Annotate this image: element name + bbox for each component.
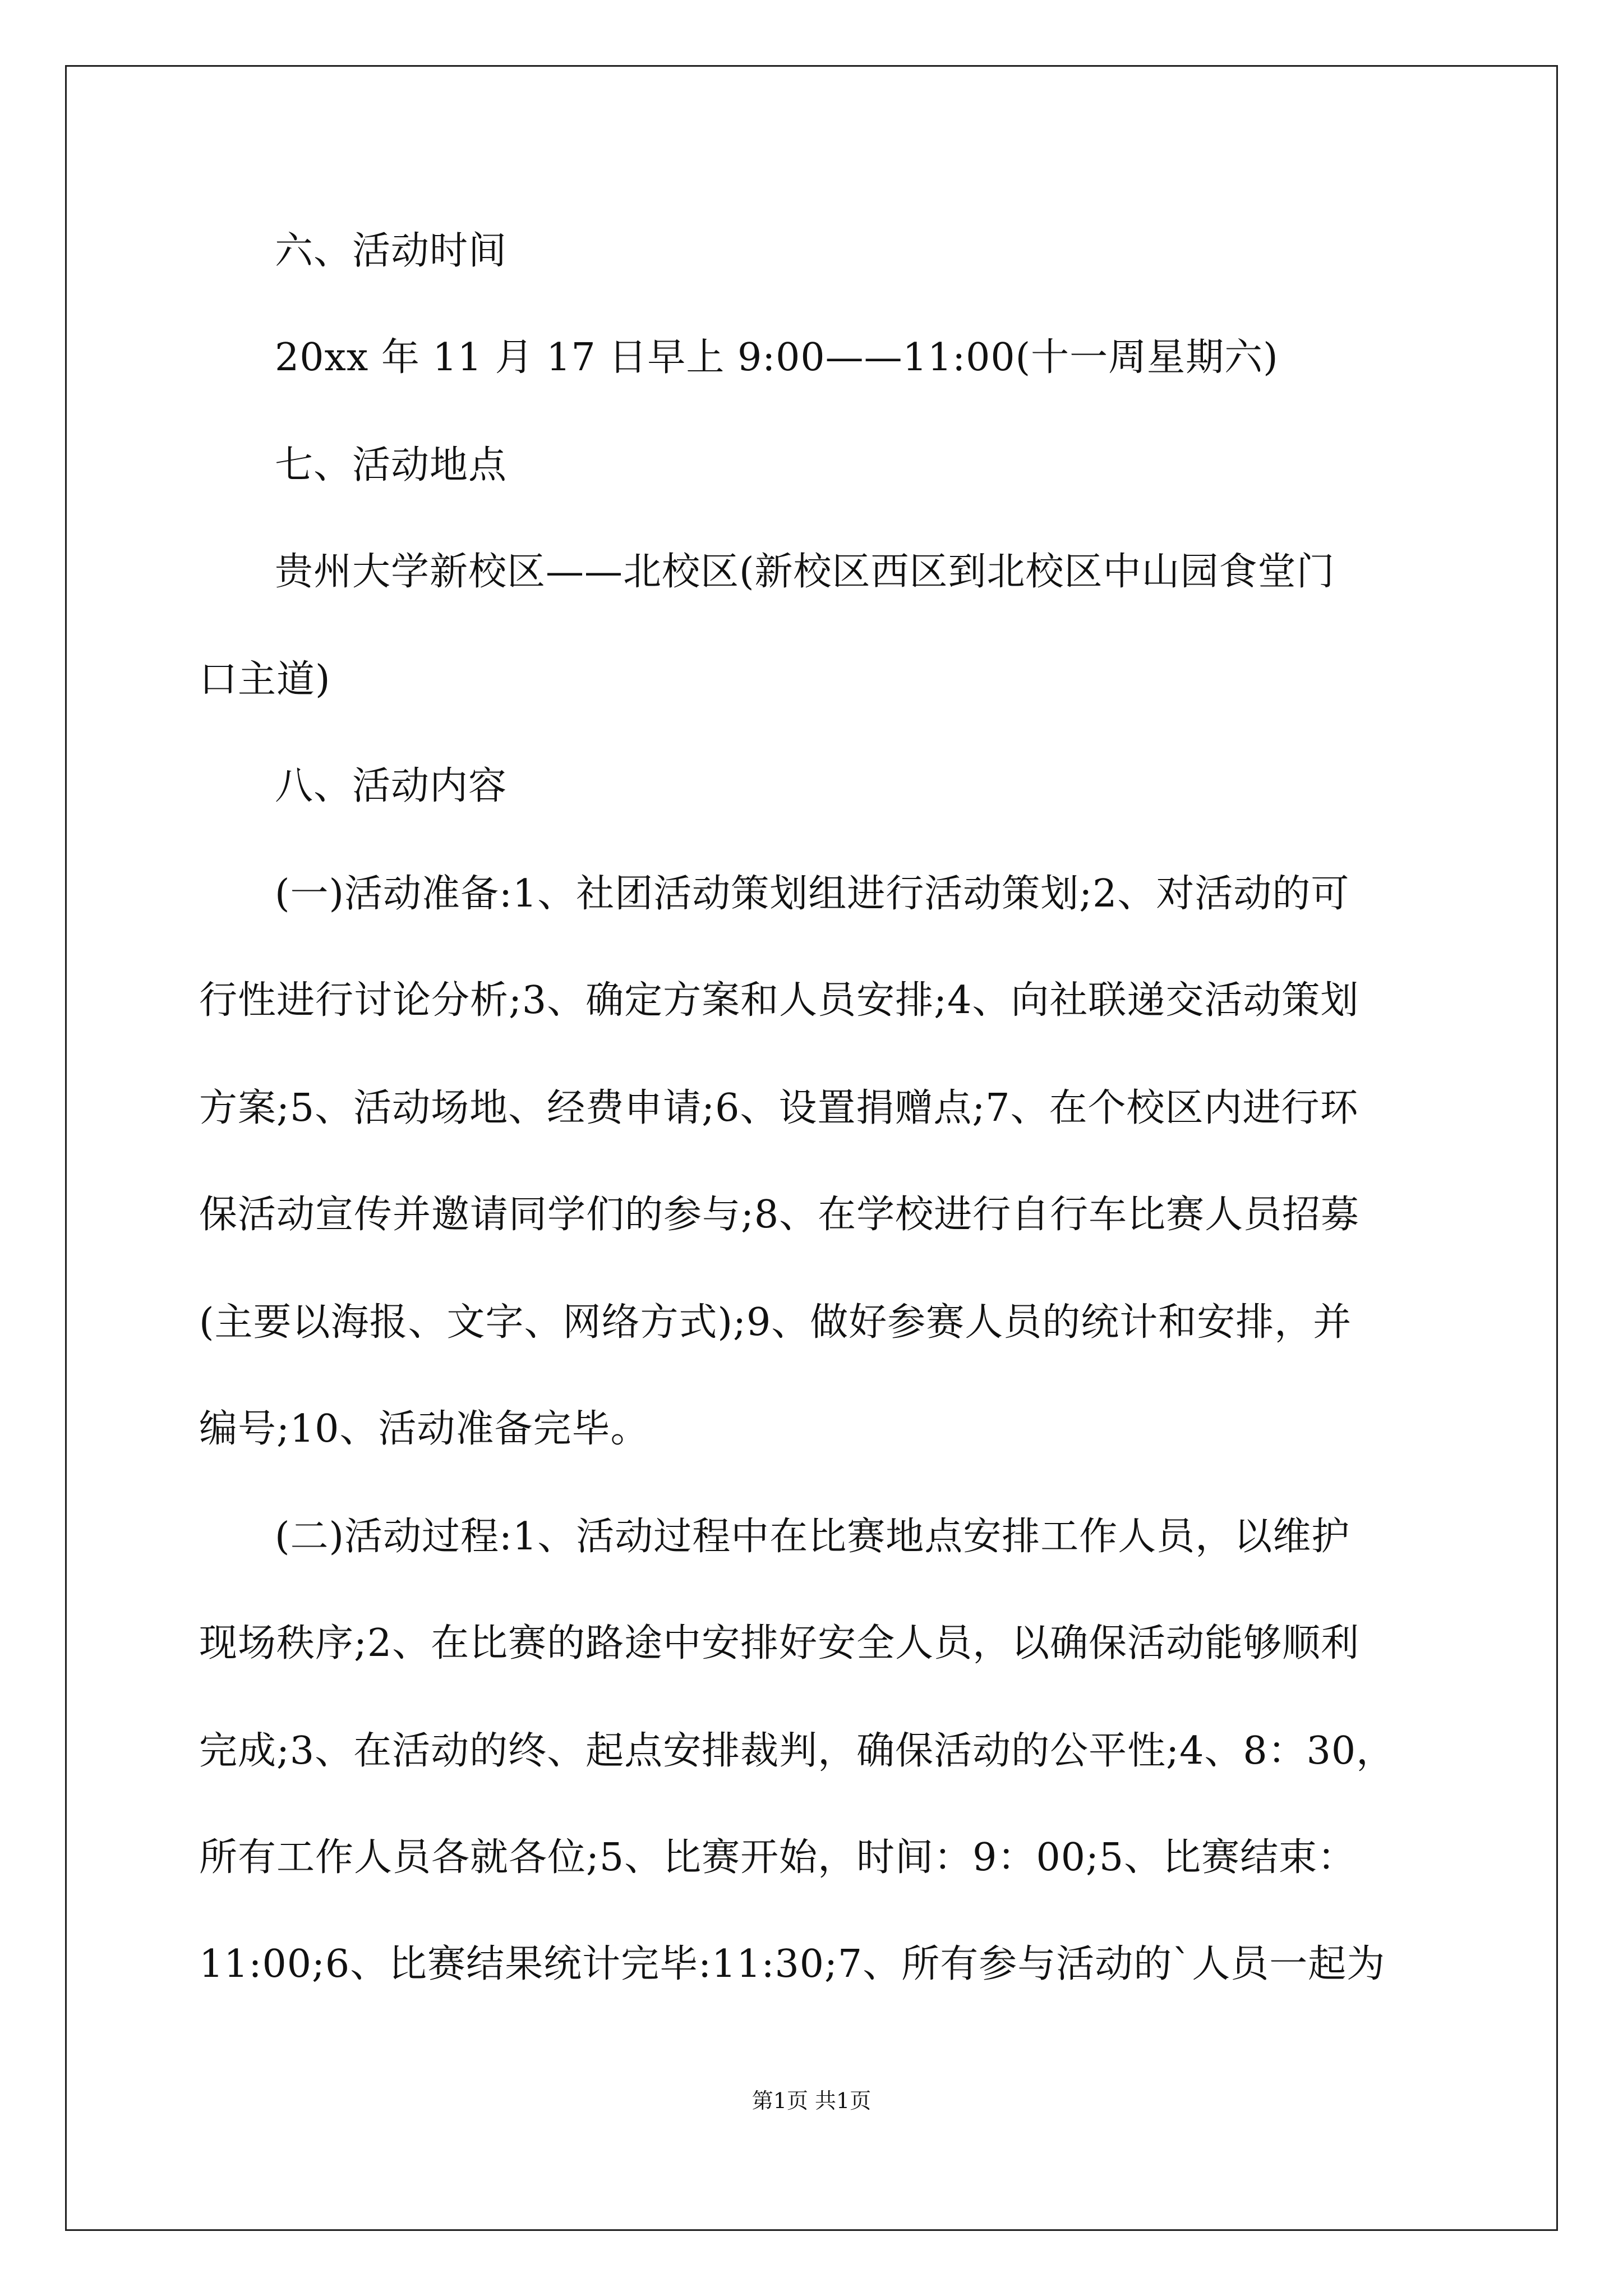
paragraph-process-line-1: (二)活动过程:1、活动过程中在比赛地点安排工作人员，以维护 — [275, 1515, 1350, 1559]
paragraph-process-line-3: 完成;3、在活动的终、起点安排裁判，确保活动的公平性;4、8：30， — [199, 1729, 1395, 1773]
page-border — [65, 65, 1558, 2231]
section-heading-location: 七、活动地点 — [275, 443, 508, 487]
paragraph-location-line-2: 口主道) — [199, 657, 331, 702]
paragraph-prep-line-6: 编号;10、活动准备完毕。 — [199, 1407, 649, 1451]
paragraph-time: 20xx 年 11 月 17 日早上 9:00——11:00(十一周星期六) — [275, 335, 1279, 380]
paragraph-process-line-2: 现场秩序;2、在比赛的路途中安排好安全人员，以确保活动能够顺利 — [199, 1621, 1360, 1665]
paragraph-prep-line-1: (一)活动准备:1、社团活动策划组进行活动策划;2、对活动的可 — [275, 872, 1350, 916]
paragraph-location-line-1: 贵州大学新校区——北校区(新校区西区到北校区中山园食堂门 — [275, 550, 1335, 594]
paragraph-process-line-5: 11:00;6、比赛结果统计完毕:11:30;7、所有参与活动的`人员一起为 — [199, 1942, 1386, 1986]
section-heading-content: 八、活动内容 — [275, 764, 508, 808]
paragraph-prep-line-5: (主要以海报、文字、网络方式);9、做好参赛人员的统计和安排，并 — [199, 1300, 1352, 1345]
section-heading-time: 六、活动时间 — [275, 229, 508, 273]
paragraph-prep-line-3: 方案;5、活动场地、经费申请;6、设置捐赠点;7、在个校区内进行环 — [199, 1086, 1359, 1130]
paragraph-prep-line-2: 行性进行讨论分析;3、确定方案和人员安排;4、向社联递交活动策划 — [199, 978, 1359, 1023]
paragraph-prep-line-4: 保活动宣传并邀请同学们的参与;8、在学校进行自行车比赛人员招募 — [199, 1193, 1360, 1237]
paragraph-process-line-4: 所有工作人员各就各位;5、比赛开始，时间：9：00;5、比赛结束： — [199, 1835, 1357, 1880]
page-footer: 第1页 共1页 — [751, 2088, 872, 2113]
